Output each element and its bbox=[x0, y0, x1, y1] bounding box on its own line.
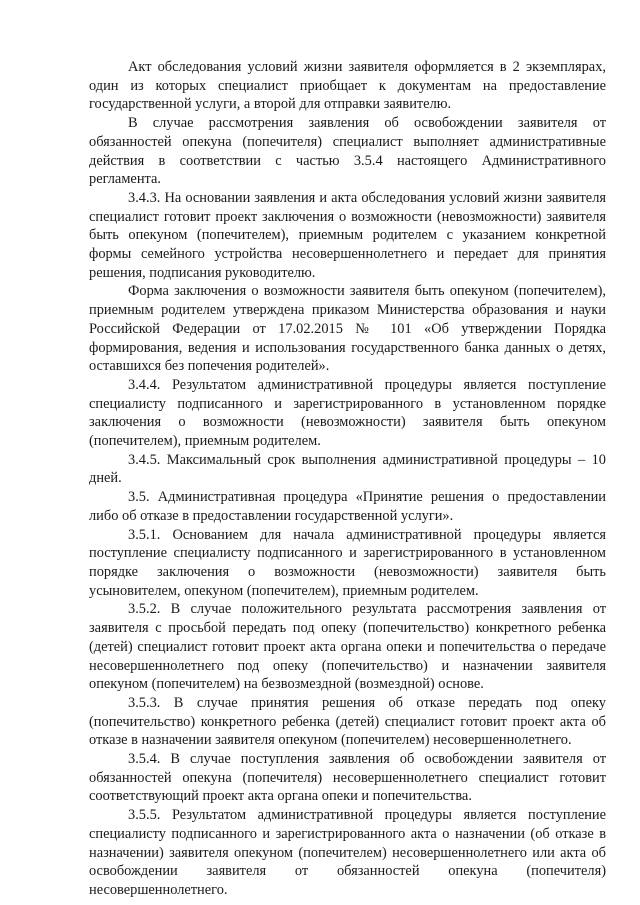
paragraph-inspection-act: Акт обследования условий жизни заявителя оформляется в 2 экземплярах, один из которых специалист приобщает к документам на предоставление государственной услуги, а второй для отправки заявителю. bbox=[89, 59, 606, 113]
paragraph-3-4-5: 3.4.5. Максимальный срок выполнения административной процедуры – 10 дней. bbox=[89, 451, 606, 487]
paragraph-3-5-2: 3.5.2. В случае положительного результата рассмотрения заявления от заявителя с просьбой передать под опеку (попечительство) конкретного ребенка (детей) специалист готовит проект акта органа опеки и попечительства о передаче несовершеннолетнего под опеку (попечительство) и назначении заявителя опекуном (попечителем) на безвозмездной (возмездной) основе. bbox=[89, 601, 606, 693]
paragraph-3-5-1: 3.5.1. Основанием для начала административной процедуры является поступление специалисту подписанного и зарегистрированного в установленном порядке заключения о возможности (невозможности) заявителя быть усыновителем, опекуном (попечителем), приемным родителем. bbox=[89, 526, 606, 599]
paragraph-release-from-duties: В случае рассмотрения заявления об освобождении заявителя от обязанностей опекуна (попечителя) специалист выполняет административные действия в соответствии с частью 3.5.4 настоящего Административного регламента. bbox=[89, 115, 606, 188]
paragraph-3-5-3: 3.5.3. В случае принятия решения об отказе передать под опеку (попечительство) конкретного ребенка (детей) специалист готовит проект акта об отказе в назначении заявителя опекуном (попечителем) несовершеннолетнего. bbox=[89, 694, 606, 749]
paragraph-conclusion-form: Форма заключения о возможности заявителя быть опекуном (попечителем), приемным родителем утверждена приказом Министерства образования и науки Российской Федерации от 17.02.2015 № 101 «Об утверждении Порядка формирования, ведения и использования государственного банка данных о детях, оставшихся без попечения родителей». bbox=[89, 283, 606, 375]
paragraph-3-4-4: 3.4.4. Результатом административной процедуры является поступление специалисту подписанного и зарегистрированного в установленном порядке заключения о возможности (невозможности) заявителя быть опекуном (попечителем), приемным родителем. bbox=[89, 376, 606, 450]
paragraph-3-4-3: 3.4.3. На основании заявления и акта обследования условий жизни заявителя специалист готовит проект заключения о возможности (невозможности) заявителя быть опекуном (попечителем), приемным родителем с указанием конкретной формы семейного устройства несовершеннолетнего и передает для принятия решения, подписания руководителю. bbox=[89, 189, 606, 281]
paragraph-3-5-4: 3.5.4. В случае поступления заявления об освобождении заявителя от обязанностей опекуна (попечителя) несовершеннолетнего специалист готовит соответствующий проект акта органа опеки и попечительства. bbox=[89, 751, 606, 805]
paragraph-3-5-5: 3.5.5. Результатом административной процедуры является поступление специалисту подписанного и зарегистрированного акта о назначении (об отказе в назначении) заявителя опекуном (попечителем) несовершеннолетнего или акта об освобождении заявителя от обязанностей опекуна (попечителя) несовершеннолетнего. bbox=[89, 807, 606, 898]
paragraph-3-5: 3.5. Административная процедура «Принятие решения о предоставлении либо об отказе в предоставлении государственной услуги». bbox=[89, 489, 606, 524]
